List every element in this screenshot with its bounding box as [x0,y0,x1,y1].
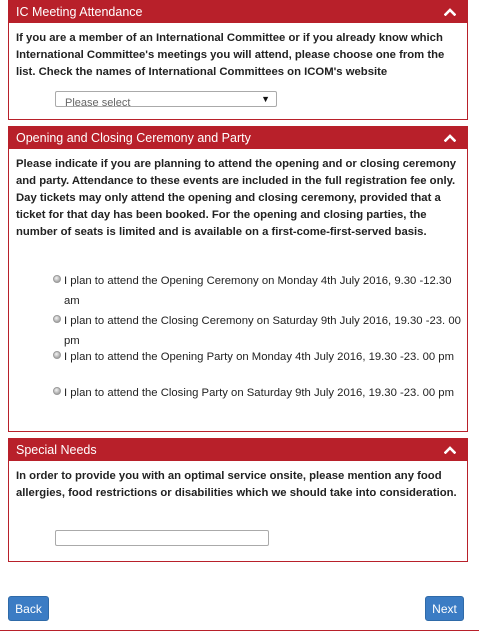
attendance-description: If you are a member of an International Committee or if you already know which International Committee's meetings you will attend, please choose one from the list. Check the names of International Committees on ICOM's website [16,32,445,78]
bottom-divider [0,630,479,631]
option-label: I plan to attend the Opening Party on Monday 4th July 2016, 19.30 -23. 00 pm [64,351,455,363]
back-button[interactable]: Back [8,596,49,621]
chevron-up-icon[interactable] [443,1,457,23]
option-label: I plan to attend the Closing Ceremony on Saturday 9th July 2016, 19.30 -23. 00 pm [64,315,461,347]
special-needs-panel [8,438,468,562]
radio-button[interactable] [53,275,61,283]
closing-ceremony-option[interactable] [53,311,461,351]
option-label: I plan to attend the Closing Party on Saturday 9th July 2016, 19.30 -23. 00 pm [64,387,454,399]
ceremony-description: Please indicate if you are planning to attend the opening and or closing ceremony and party. Attendance to these events are included in the full registration fee only. Day tickets may only attend the opening and closing ceremony, provided that a ticket for that day has been booked. For the opening and closing parties, the number of seats is limited and is available on a first-come-first-served basis. [16,158,457,238]
panel-title: IC Meeting Attendance [16,5,143,19]
international-committee-select[interactable] [55,91,277,107]
next-button[interactable]: Next [425,596,464,621]
select-placeholder: Please select [65,97,131,107]
ic-meeting-attendance-panel [8,0,468,120]
special-needs-header[interactable] [9,439,467,461]
ceremony-party-panel [8,126,468,432]
special-needs-input[interactable] [55,530,269,546]
panel-title: Opening and Closing Ceremony and Party [16,131,251,145]
special-needs-description: In order to provide you with an optimal service onsite, please mention any food allergies, food restrictions or disabilities which we should take into consideration. [16,470,457,499]
chevron-up-icon[interactable] [443,439,457,461]
dropdown-arrow-icon: ▼ [261,94,270,104]
radio-button[interactable] [53,351,61,359]
option-label: I plan to attend the Opening Ceremony on Monday 4th July 2016, 9.30 -12.30 am [64,275,452,307]
radio-button[interactable] [53,315,61,323]
opening-ceremony-option[interactable] [53,271,461,311]
ic-meeting-attendance-header[interactable] [9,1,467,23]
panel-title: Special Needs [16,443,97,457]
closing-party-option[interactable] [53,383,461,403]
radio-button[interactable] [53,387,61,395]
ceremony-party-header[interactable] [9,127,467,149]
chevron-up-icon[interactable] [443,127,457,149]
opening-party-option[interactable] [53,347,461,367]
